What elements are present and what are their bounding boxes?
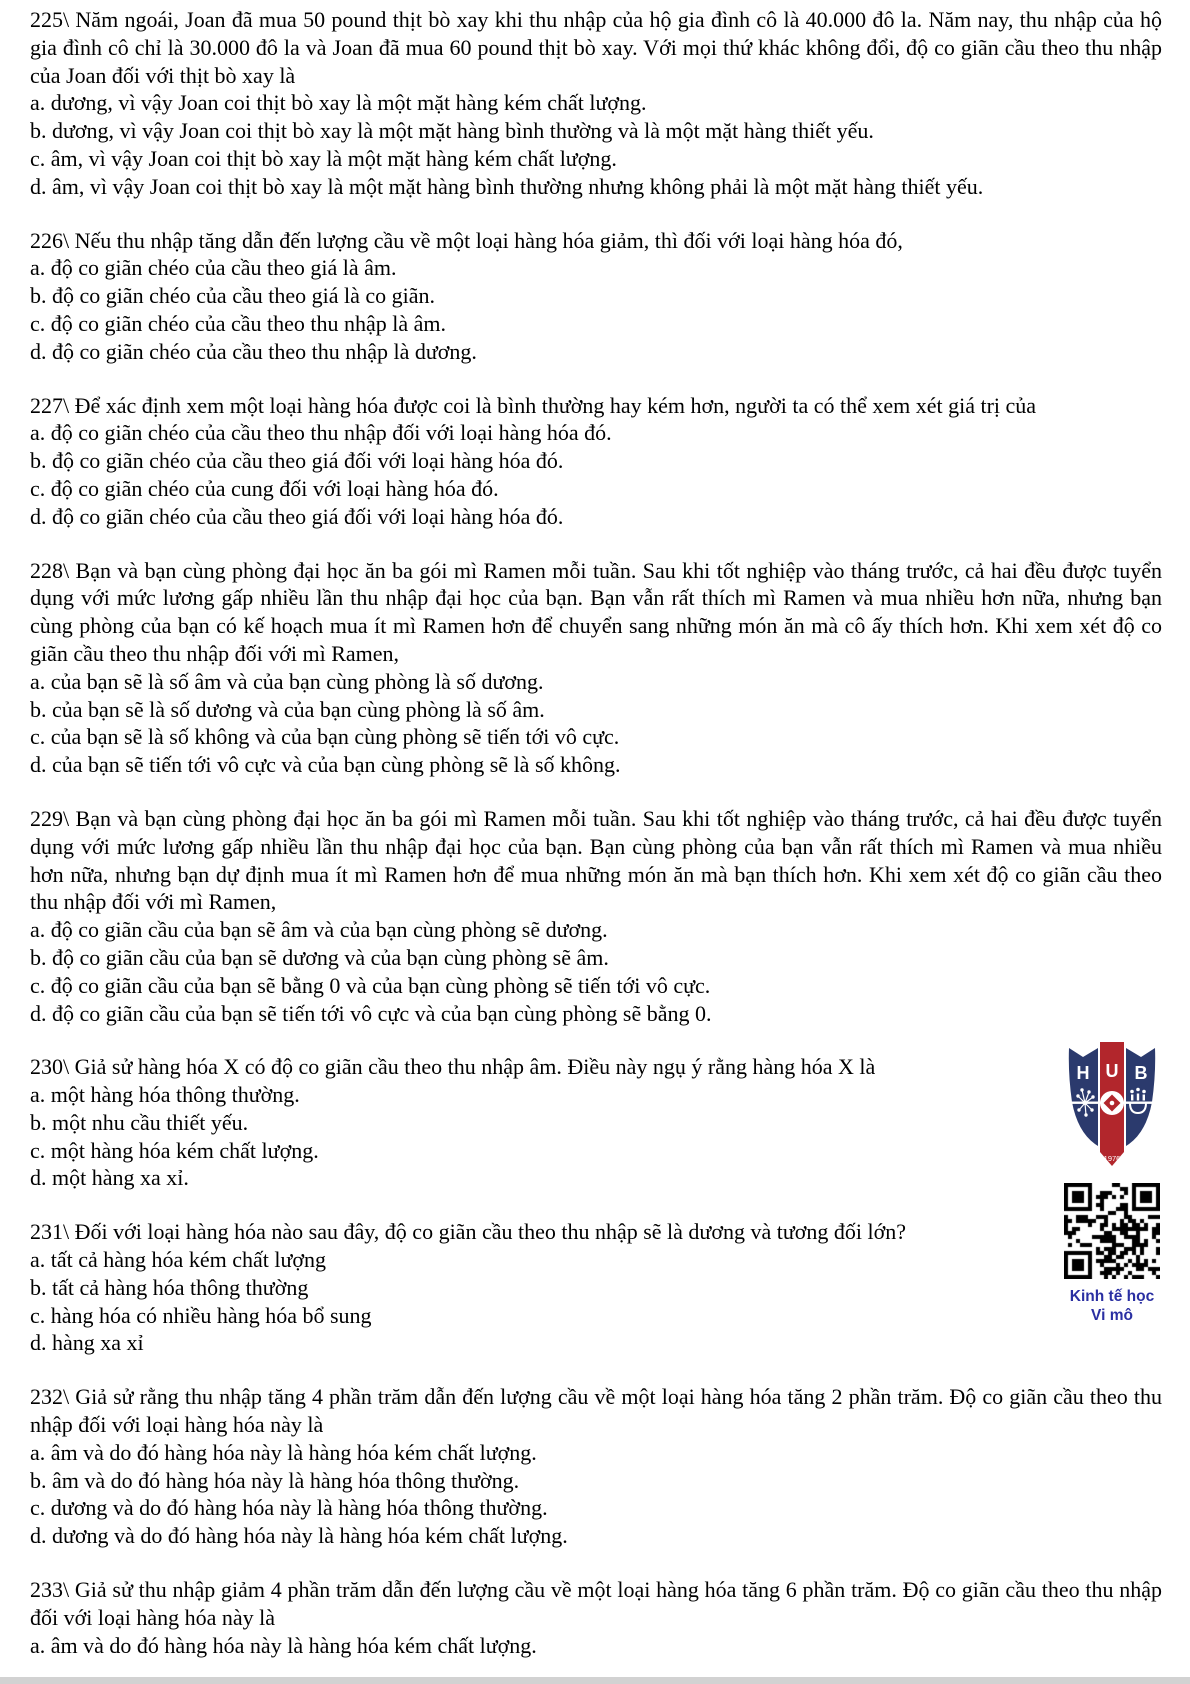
question-block (30, 805, 1162, 1027)
answer-option: d. hàng xa xỉ (30, 1330, 144, 1356)
answer-option: c. của bạn sẽ là số không và của bạn cùng phòng sẽ tiến tới vô cực. (30, 724, 620, 750)
answer-option: b. độ co giãn chéo của cầu theo giá là co giãn. (30, 283, 436, 309)
question-options (30, 1439, 1162, 1550)
answer-option: a. độ co giãn cầu của bạn sẽ âm và của bạn cùng phòng sẽ dương. (30, 917, 608, 943)
question-text: 233\ Giả sử thu nhập giảm 4 phần trăm dẫn đến lượng cầu về một loại hàng hóa tăng 6 phần trăm. Độ co giãn cầu theo thu nhập đối với loại hàng hóa này là (30, 1577, 1162, 1630)
answer-option: b. một nhu cầu thiết yếu. (30, 1109, 249, 1135)
answer-option: d. độ co giãn cầu của bạn sẽ tiến tới vô cực và của bạn cùng phòng sẽ bằng 0. (30, 1000, 712, 1026)
answer-option: c. hàng hóa có nhiều hàng hóa bổ sung (30, 1302, 372, 1328)
page-bottom-edge (0, 1677, 1190, 1684)
question-options (30, 1632, 1162, 1660)
question-options (30, 1246, 1162, 1357)
question-options (30, 1081, 1162, 1192)
question-text: 231\ Đối với loại hàng hóa nào sau đây, độ co giãn cầu theo thu nhập sẽ là dương và tương đối lớn? (30, 1219, 907, 1245)
logo-letter-b: B (1134, 1063, 1148, 1083)
hub-logo-block (1062, 1040, 1162, 1325)
answer-option: d. của bạn sẽ tiến tới vô cực và của bạn cùng phòng sẽ là số không. (30, 752, 621, 778)
logo-year: 1976 (1103, 1154, 1121, 1163)
answer-option: a. độ co giãn chéo của cầu theo thu nhập đối với loại hàng hóa đó. (30, 420, 612, 446)
question-block (30, 6, 1162, 201)
answer-option: a. âm và do đó hàng hóa này là hàng hóa kém chất lượng. (30, 1439, 537, 1465)
answer-option: a. tất cả hàng hóa kém chất lượng (30, 1247, 327, 1273)
answer-option: c. độ co giãn cầu của bạn sẽ bằng 0 và của bạn cùng phòng sẽ tiến tới vô cực. (30, 972, 711, 998)
answer-option: b. dương, vì vậy Joan coi thịt bò xay là một mặt hàng bình thường và là một mặt hàng thiết yếu. (30, 118, 874, 144)
question-block (30, 227, 1162, 366)
answer-option: a. độ co giãn chéo của cầu theo giá là âm. (30, 255, 397, 281)
question-block (30, 1053, 1162, 1192)
question-block (30, 1383, 1162, 1550)
question-text: 232\ Giả sử rằng thu nhập tăng 4 phần trăm dẫn đến lượng cầu về một loại hàng hóa tăng 2 phần trăm. Độ co giãn cầu theo thu nhập đối với loại hàng hóa này là (30, 1384, 1162, 1438)
question-text: 230\ Giả sử hàng hóa X có độ co giãn cầu theo thu nhập âm. Điều này ngụ ý rằng hàng hóa X là (30, 1054, 876, 1080)
logo-caption-line1: Kinh tế học (1069, 1288, 1155, 1305)
hub-shield-logo (1066, 1040, 1158, 1173)
answer-option: a. dương, vì vậy Joan coi thịt bò xay là một mặt hàng kém chất lượng. (30, 90, 647, 116)
question-options (30, 419, 1162, 530)
question-text: 226\ Nếu thu nhập tăng dẫn đến lượng cầu về một loại hàng hóa giảm, thì đối với loại hàng hóa đó, (30, 227, 903, 253)
question-text: 225\ Năm ngoái, Joan đã mua 50 pound thịt bò xay khi thu nhập của hộ gia đình cô là 40.000 đô la. Năm nay, thu nhập của hộ gia đình cô chỉ là 30.000 đô la và Joan đã mua 60 pound thịt bò xay. Với mọi thứ khác không đổi, độ co giãn cầu theo thu nhập của Joan đối với thịt bò xay là (30, 7, 1162, 88)
answer-option: a. của bạn sẽ là số âm và của bạn cùng phòng là số dương. (30, 668, 544, 694)
answer-option: b. âm và do đó hàng hóa này là hàng hóa thông thường. (30, 1467, 520, 1493)
question-text: 227\ Để xác định xem một loại hàng hóa được coi là bình thường hay kém hơn, người ta có thể xem xét giá trị của (30, 392, 1037, 418)
question-options (30, 254, 1162, 365)
logo-letter-h: H (1076, 1063, 1090, 1083)
answer-option: c. một hàng hóa kém chất lượng. (30, 1137, 319, 1163)
question-block (30, 1218, 1162, 1357)
answer-option: b. tất cả hàng hóa thông thường (30, 1274, 309, 1300)
question-options (30, 89, 1162, 200)
question-block (30, 557, 1162, 779)
question-options (30, 916, 1162, 1027)
answer-option: b. của bạn sẽ là số dương và của bạn cùng phòng là số âm. (30, 696, 545, 722)
question-options (30, 668, 1162, 779)
answer-option: d. dương và do đó hàng hóa này là hàng hóa kém chất lượng. (30, 1523, 568, 1549)
answer-option: d. độ co giãn chéo của cầu theo giá đối với loại hàng hóa đó. (30, 503, 564, 529)
question-text: 228\ Bạn và bạn cùng phòng đại học ăn ba gói mì Ramen mỗi tuần. Sau khi tốt nghiệp vào tháng trước, cả hai đều được tuyển dụng với mức lương gấp nhiều lần thu nhập đại học của bạn. Bạn vẫn rất thích mì Ramen và mua nhiều hơn nữa, nhưng bạn cùng phòng của bạn có kế hoạch mua ít mì Ramen hơn để chuyển sang những món ăn mà cô ấy thích hơn. Khi xem xét độ co giãn cầu theo thu nhập đối với mì Ramen, (30, 557, 1162, 666)
answer-option: b. độ co giãn cầu của bạn sẽ dương và của bạn cùng phòng sẽ âm. (30, 944, 609, 970)
answer-option: d. âm, vì vậy Joan coi thịt bò xay là một mặt hàng bình thường nhưng không phải là một mặt hàng thiết yếu. (30, 173, 984, 199)
answer-option: b. độ co giãn chéo của cầu theo giá đối với loại hàng hóa đó. (30, 448, 564, 474)
logo-letter-u: U (1105, 1061, 1119, 1081)
qr-code (1064, 1183, 1160, 1279)
answer-option: a. âm và do đó hàng hóa này là hàng hóa kém chất lượng. (30, 1632, 537, 1658)
answer-option: a. một hàng hóa thông thường. (30, 1082, 300, 1108)
answer-option: c. độ co giãn chéo của cầu theo thu nhập là âm. (30, 310, 447, 336)
coin-emblem-icon (1100, 1091, 1124, 1115)
question-block (30, 1576, 1162, 1659)
answer-option: d. độ co giãn chéo của cầu theo thu nhập là dương. (30, 338, 477, 364)
answer-option: c. độ co giãn chéo của cung đối với loại hàng hóa đó. (30, 475, 499, 501)
answer-option: c. dương và do đó hàng hóa này là hàng hóa thông thường. (30, 1495, 548, 1521)
answer-option: d. một hàng xa xỉ. (30, 1165, 189, 1191)
answer-option: c. âm, vì vậy Joan coi thịt bò xay là một mặt hàng kém chất lượng. (30, 145, 617, 171)
logo-caption-line2: Vi mô (1091, 1307, 1133, 1324)
question-text: 229\ Bạn và bạn cùng phòng đại học ăn ba gói mì Ramen mỗi tuần. Sau khi tốt nghiệp vào tháng trước, cả hai đều được tuyển dụng với mức lương gấp nhiều lần thu nhập đại học của bạn. Bạn cùng phòng của bạn vẫn rất thích mì Ramen và mua nhiều hơn nữa, nhưng bạn dự định mua ít mì Ramen hơn để mua những món ăn mà bạn thích hơn. Khi xem xét độ co giãn cầu theo thu nhập đối với mì Ramen, (30, 805, 1162, 915)
question-block (30, 392, 1162, 531)
